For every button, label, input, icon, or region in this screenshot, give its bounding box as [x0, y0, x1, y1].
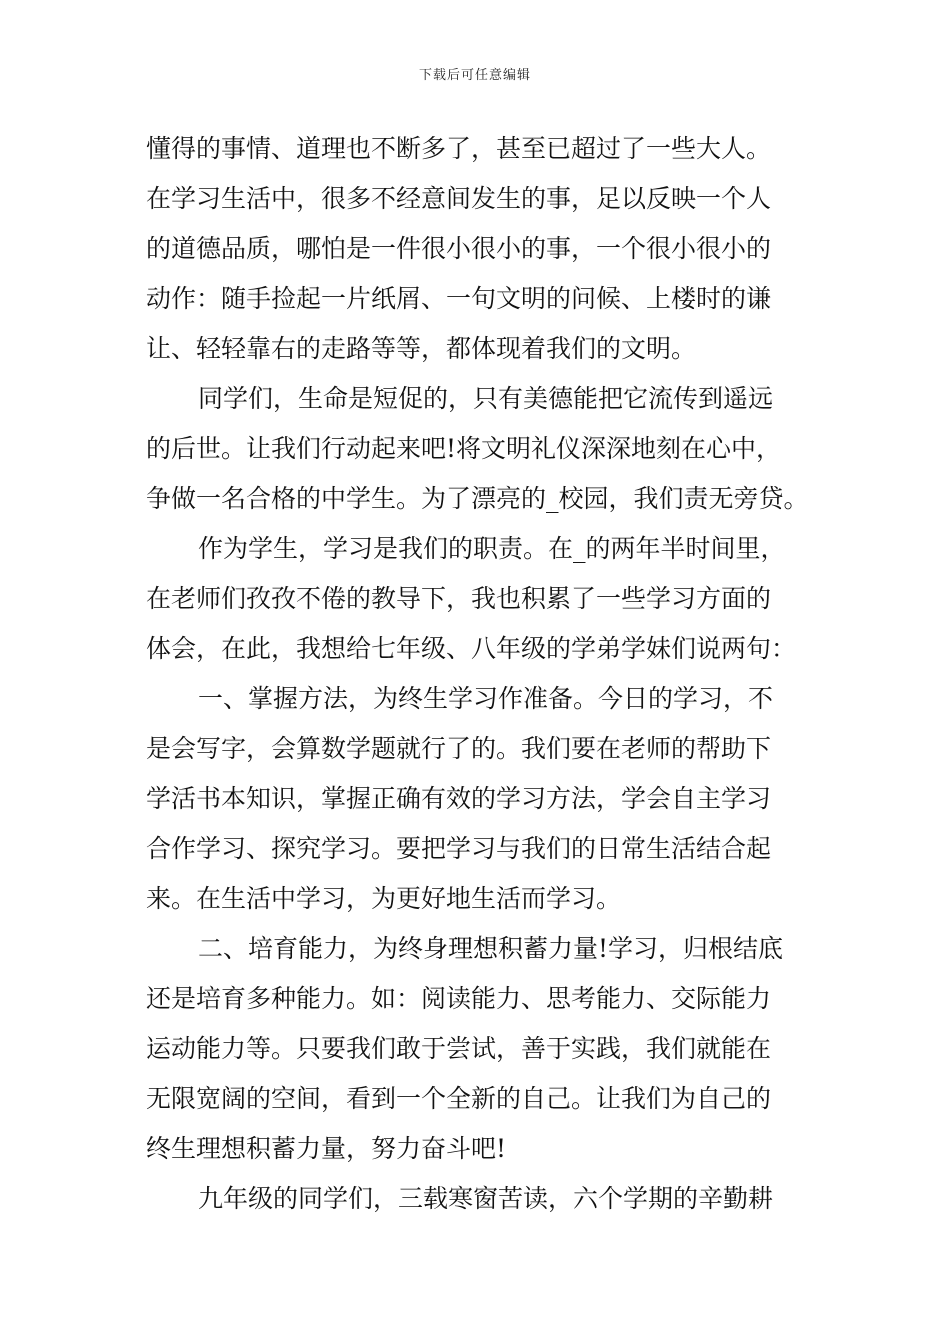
text-line: 体会，在此，我想给七年级、八年级的学弟学妹们说两句： — [146, 634, 797, 663]
paragraph-start-line: 同学们，生命是短促的，只有美德能把它流传到遥远 — [198, 384, 774, 413]
text-line: 懂得的事情、道理也不断多了，甚至已超过了一些大人。 — [146, 134, 772, 163]
text-line: 无限宽阔的空间，看到一个全新的自己。让我们为自己的 — [146, 1084, 772, 1113]
text-line: 让、轻轻靠右的走路等等，都体现着我们的文明。 — [146, 334, 697, 363]
text-line: 争做一名合格的中学生。为了漂亮的_校园，我们责无旁贷。 — [146, 484, 809, 513]
page-header: 下载后可任意编辑 — [418, 68, 531, 83]
paragraph-start-line: 九年级的同学们，三载寒窗苦读，六个学期的辛勤耕 — [198, 1184, 774, 1213]
text-line: 运动能力等。只要我们敢于尝试，善于实践，我们就能在 — [146, 1034, 772, 1063]
document-body — [146, 124, 826, 1224]
text-line: 还是培育多种能力。如：阅读能力、思考能力、交际能力 — [146, 984, 772, 1013]
paragraph-start-line: 作为学生，学习是我们的职责。在_的两年半时间里， — [198, 534, 786, 563]
text-line: 来。在生活中学习，为更好地生活而学习。 — [146, 884, 622, 913]
text-line: 在老师们孜孜不倦的教导下，我也积累了一些学习方面的 — [146, 584, 772, 613]
text-line: 在学习生活中，很多不经意间发生的事，足以反映一个人 — [146, 184, 772, 213]
paragraph-start-line: 二、培育能力，为终身理想积蓄力量!学习，归根结底 — [198, 934, 784, 963]
text-line: 的后世。让我们行动起来吧!将文明礼仪深深地刻在心中， — [146, 434, 782, 463]
text-line: 合作学习、探究学习。要把学习与我们的日常生活结合起 — [146, 834, 772, 863]
text-line: 是会写字，会算数学题就行了的。我们要在老师的帮助下 — [146, 734, 772, 763]
text-line: 终生理想积蓄力量，努力奋斗吧! — [146, 1134, 507, 1163]
text-line: 的道德品质，哪怕是一件很小很小的事，一个很小很小的 — [146, 234, 772, 263]
text-line: 学活书本知识，掌握正确有效的学习方法，学会自主学习 — [146, 784, 772, 813]
paragraph-start-line: 一、掌握方法，为终生学习作准备。今日的学习，不 — [198, 684, 774, 713]
text-line: 动作：随手捡起一片纸屑、一句文明的问候、上楼时的谦 — [146, 284, 772, 313]
